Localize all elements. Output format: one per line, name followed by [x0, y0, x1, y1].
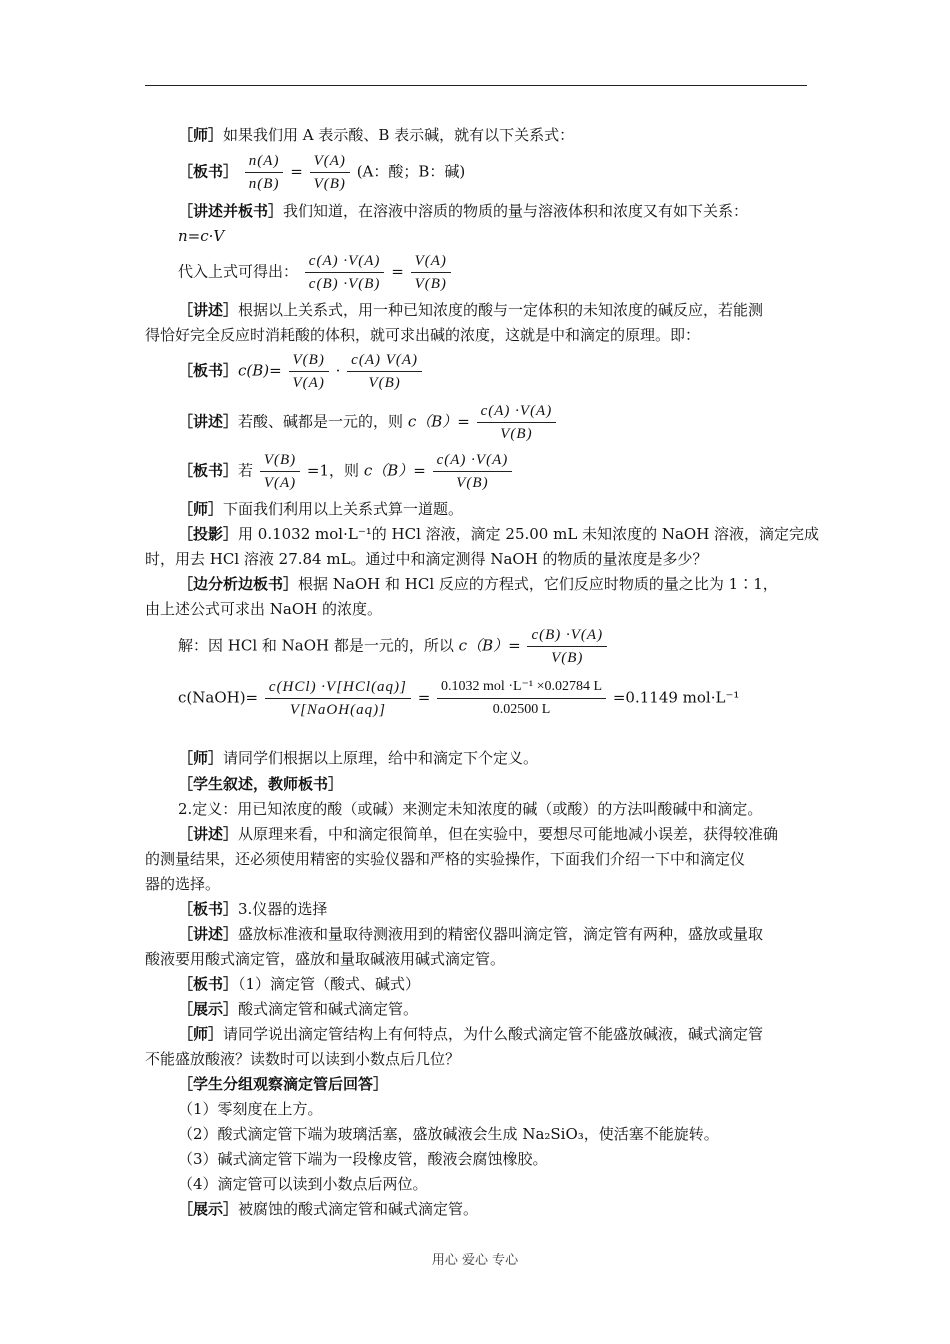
line-board-4: ［板书］3.仪器的选择: [178, 900, 328, 918]
answer-3: （3）碱式滴定管下端为一段橡皮管，酸液会腐蚀橡胶。: [178, 1150, 548, 1168]
tag: ［展示］: [178, 1200, 239, 1218]
tag: ［板书］: [178, 975, 239, 993]
text: 代入上式可得出：: [178, 262, 299, 281]
tag: ［师］: [178, 500, 224, 518]
lhs: c(B)=: [238, 361, 282, 380]
answer-4: （4）滴定管可以读到小数点后两位。: [178, 1175, 428, 1193]
line-narrate-3-cont2: 器的选择。: [145, 875, 221, 893]
line-teacher-1: [178, 124, 574, 146]
line-group: [178, 1073, 388, 1095]
page-footer: 用心 爱心 专心: [431, 1253, 519, 1268]
formula-n: n=c·V: [178, 227, 225, 245]
tag: ［师］: [178, 749, 224, 767]
tag: ［投影］: [178, 525, 239, 543]
line-solution: 解：因 HCl 和 NaOH 都是一元的，所以 c（B）= $\frac{c(B) \cdot V(A)}{V(B)}$: [178, 624, 609, 669]
line-analysis-cont: 由上述公式可求出 NaOH 的浓度。: [145, 600, 382, 618]
line-student: [178, 773, 343, 795]
line-teacher-4-cont: 不能盛放酸液？读数时可以读到小数点后几位？: [145, 1050, 461, 1068]
equals: =: [290, 162, 303, 181]
tag: ［讲述］: [178, 301, 239, 319]
note: (A：酸；B：碱): [356, 162, 466, 181]
line-board-1: [178, 150, 465, 195]
line-narrate-4-cont: 酸液要用酸式滴定管，盛放和量取碱液用碱式滴定管。: [145, 950, 506, 968]
fraction: $\frac{V(A)}{V(B)}$: [310, 150, 350, 195]
line-analysis: ［边分析边板书］根据 NaOH 和 HCl 反应的方程式，它们反应时物质的量之比为 1∶1，: [178, 575, 778, 593]
fraction: $\frac{\text{0.1032 mol ·L⁻¹ ×0.02784 L}}{0.02500 L}$: [437, 676, 606, 721]
line-teacher-3: ［师］请同学们根据以上原理，给中和滴定下个定义。: [178, 749, 539, 767]
tag: ［板书］: [178, 900, 239, 918]
line-show-2: ［展示］被腐蚀的酸式滴定管和碱式滴定管。: [178, 1200, 479, 1218]
fraction: $\frac{V(B)}{V(A)}$: [260, 449, 300, 494]
tag: ［学生分组观察滴定管后回答］: [178, 1075, 389, 1093]
text: 若酸、碱都是一元的，则: [238, 412, 404, 431]
answer-2: （2）酸式滴定管下端为玻璃活塞，盛放碱液会生成 Na₂SiO₃，使活塞不能旋转。: [178, 1125, 719, 1143]
fraction: $\frac{V(B)}{V(A)}$: [289, 349, 329, 394]
line-narrate-4: ［讲述］盛放标准液和量取待测液用到的精密仪器叫滴定管，滴定管有两种，盛放或量取: [178, 925, 764, 943]
line-show-1: ［展示］酸式滴定管和碱式滴定管。: [178, 1000, 419, 1018]
fraction: $\frac{c(A) V(A)}{V(B)}$: [347, 349, 422, 394]
tag: ［师］: [178, 126, 224, 144]
line-projection: ［投影］用 0.1032 mol·L⁻¹的 HCl 溶液，滴定 25.00 mL 未知浓度的 NaOH 溶液，滴定完成: [178, 525, 820, 543]
fraction: $\frac{c(A) \cdot V(A)}{V(B)}$: [433, 449, 513, 494]
text: 我们知道，在溶液中溶质的物质的量与溶液体积和浓度又有如下关系：: [283, 202, 749, 220]
tag: ［板书］: [178, 162, 239, 181]
tag: ［边分析边板书］: [178, 575, 299, 593]
line-substitute: [178, 250, 453, 295]
line-board-3: ［板书］若 $\frac{V(B)}{V(A)}$ =1，则 c（B）= $\frac{c(A) \cdot V(A)}{V(B)}$: [178, 449, 514, 494]
line-narrate-1: [178, 299, 763, 321]
tag: ［板书］: [178, 361, 239, 380]
fraction: $\frac{c(B) \cdot V(A)}{V(B)}$: [527, 624, 607, 669]
line-narrate-3: ［讲述］从原理来看，中和滴定很简单，但在实验中，要想尽可能地减小误差，获得较准确: [178, 825, 779, 843]
line-definition: 2.定义：用已知浓度的酸（或碱）来测定未知浓度的碱（或酸）的方法叫酸碱中和滴定。: [178, 800, 763, 818]
fraction: $\frac{n(A)}{n(B)}$: [245, 150, 284, 195]
tag: ［展示］: [178, 1000, 239, 1018]
fraction: $\frac{c(A) \cdot V(A)}{c(B) \cdot V(B)}$: [305, 250, 385, 295]
line-narrate-board: [178, 200, 748, 222]
line-projection-cont: 时，用去 HCl 溶液 27.84 mL。通过中和滴定测得 NaOH 的物质的量浓度是多少？: [145, 550, 708, 568]
line-board-2: ［板书］c(B)= $\frac{V(B)}{V(A)}$ · $\frac{c(A) V(A)}{V(B)}$: [178, 349, 424, 394]
tag: ［师］: [178, 1025, 224, 1043]
line-board-5: ［板书］（1）滴定管（酸式、碱式）: [178, 975, 421, 993]
line-teacher-2: ［师］下面我们利用以上关系式算一道题。: [178, 500, 464, 518]
tag: ［讲述］: [178, 925, 239, 943]
fraction: $\frac{\text{c(HCl) ·V[HCl(aq)]}}{\text{V[NaOH(aq)]}}$: [265, 676, 411, 721]
fraction: $\frac{V(A)}{V(B)}$: [411, 250, 451, 295]
line-narrate-2: ［讲述］若酸、碱都是一元的，则 c（B）= $\frac{c(A) \cdot V(A)}{V(B)}$: [178, 400, 558, 445]
tag: ［讲述］: [178, 825, 239, 843]
line-narrate-3-cont: 的测量结果，还必须使用精密的实验仪器和严格的实验操作，下面我们介绍一下中和滴定仪: [145, 850, 746, 868]
tag: ［讲述］: [178, 412, 239, 431]
equals: =: [391, 262, 404, 281]
tag: ［板书］: [178, 461, 239, 480]
line-teacher-4: ［师］请同学说出滴定管结构上有何特点，为什么酸式滴定管不能盛放碱液，碱式滴定管: [178, 1025, 764, 1043]
answer-1: （1）零刻度在上方。: [178, 1100, 323, 1118]
line-narrate-1-cont: 得恰好完全反应时消耗酸的体积，就可求出碱的浓度，这就是中和滴定的原理。即：: [145, 326, 701, 344]
fraction: $\frac{c(A) \cdot V(A)}{V(B)}$: [477, 400, 557, 445]
tag: ［讲述并板书］: [178, 202, 284, 220]
text: 如果我们用 A 表示酸、B 表示碱，就有以下关系式：: [223, 126, 575, 144]
text: 根据以上关系式，用一种已知浓度的酸与一定体积的未知浓度的碱反应，若能测: [238, 301, 764, 319]
line-calculation: c(NaOH)= $\frac{\text{c(HCl) ·V[HCl(aq)]}}{\text{V[NaOH(aq)]}}$ = $\frac{\text{0.1032 mol ·L⁻¹ ×0.02784 L}}{0.02500 L}$ =0.1149 mol·L⁻¹: [178, 676, 739, 721]
header-rule: [145, 85, 807, 86]
tag: ［学生叙述，教师板书］: [178, 775, 344, 793]
